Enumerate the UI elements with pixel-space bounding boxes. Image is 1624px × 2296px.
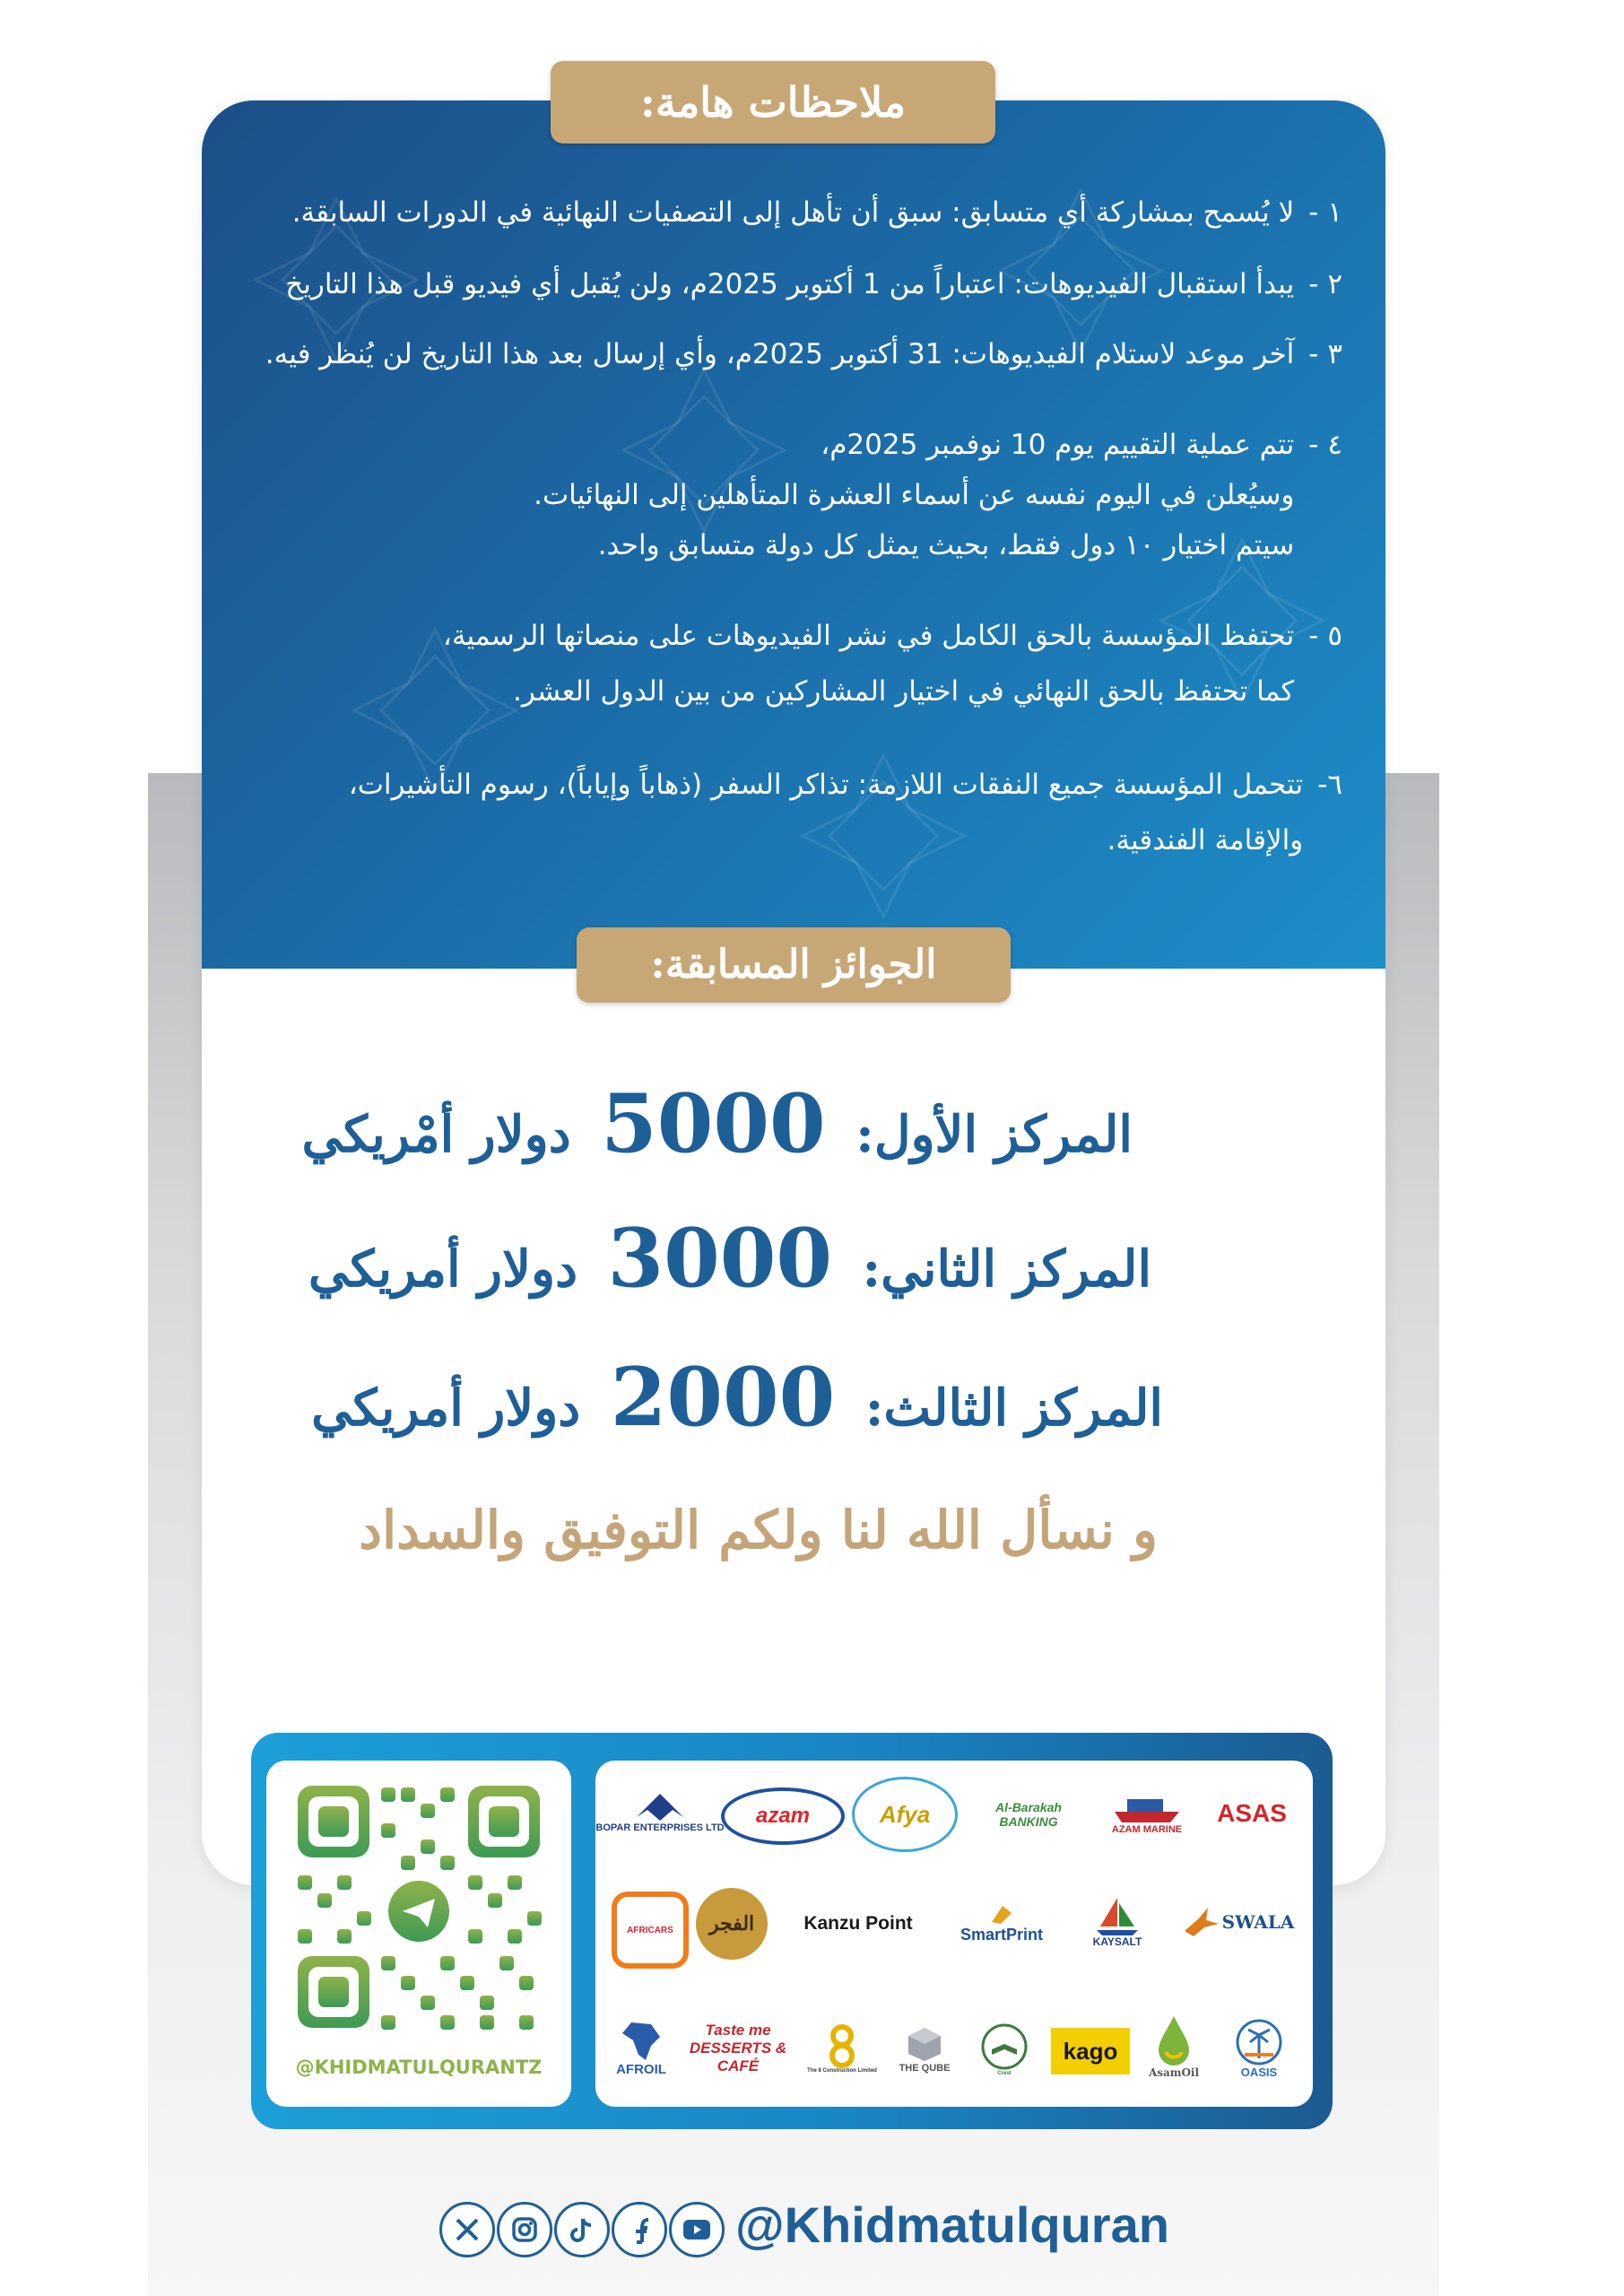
afya-logo: Afya [852,1777,958,1852]
note-line: آخر موعد لاستلام الفيديوهات: 31 أكتوبر 2025م، وأي إرسال بعد هذا التاريخ لن يُنظر فيه. [265,338,1295,370]
note-number: ٦- [1317,769,1342,801]
facebook-icon[interactable] [612,2202,667,2257]
youtube-icon[interactable] [669,2202,725,2257]
prize-currency: دولار أمريكي [308,1239,578,1299]
note-item [213,608,1342,719]
afroil-logo: AFROIL [606,2008,676,2087]
bopar-logo: BOPAR ENTERPRISES LTD [612,1780,708,1843]
asamoil-logo: AsamOil [1141,2003,1207,2089]
notes-list [213,188,1342,868]
prize-amount: 3000 [607,1211,833,1306]
swala-logo: SWALA [1175,1895,1300,1949]
asas-logo: ASAS [1217,1799,1287,1827]
alfajr-logo: الفجر [696,1888,768,1960]
taste-me-logo: Taste me DESSERTS & CAFÉ [689,2022,787,2074]
prize-currency: دولار أمْريكي [301,1105,571,1164]
africa-icon [619,2019,664,2062]
note-item [213,330,1342,378]
qr-card [266,1761,571,2107]
book-crest-icon [980,2022,1029,2071]
note-line: والإقامة الفندقية. [1107,824,1304,857]
the-qube-logo: THE QUBE [888,2013,961,2085]
prize-label: المركز الثاني: [862,1239,1151,1299]
note-line: تتحمل المؤسسة جميع النفقات اللازمة: تذاكر السفر (ذهاباً وإياباً)، رسوم التأشيرات، [348,769,1304,801]
prize-first [302,1076,1133,1171]
prize-amount: 2000 [610,1350,836,1445]
instagram-icon[interactable] [497,2202,552,2257]
note-line: تتم عملية التقييم يوم 10 نوفمبر 2025م، [821,429,1295,461]
tiktok-icon[interactable] [554,2202,610,2257]
note-line: كما تحتفظ بالحق النهائي في اختيار المشاركين من بين الدول العشر. [512,675,1295,708]
ship-icon [1111,1794,1183,1824]
prize-label: المركز الثالث: [864,1378,1163,1438]
note-line: سيتم اختيار ١٠ دول فقط، بحيث يمثل كل دولة متسابق واحد. [597,529,1295,561]
sailboat-icon [1095,1896,1140,1935]
kaysalt-logo: KAYSALT [1074,1886,1160,1958]
note-item [213,757,1342,868]
note-line: يبدأ استقبال الفيديوهات: اعتباراً من 1 أكتوبر 2025م، ولن يُقبل أي فيديو قبل هذا التاريخ [285,268,1295,300]
oil-drop-icon [1153,2013,1194,2066]
note-number: ١ - [1308,196,1342,229]
figure-eight-icon [827,2023,857,2068]
note-line: لا يُسمح بمشاركة أي متسابق: سبق أن تأهل إلى التصفيات النهائية في الدورات السابقة. [291,196,1295,229]
note-item [213,260,1342,309]
al-barakah-logo: Al-Barakah BANKING [995,1800,1062,1829]
smartprint-logo: SmartPrint [943,1895,1060,1951]
social-handle[interactable]: @Khidmatulquran [735,2196,1169,2253]
note-number: ٥ - [1308,620,1342,652]
note-number: ٤ - [1308,429,1342,461]
note-line: تحتفظ المؤسسة بالحق الكامل في نشر الفيديوهات على منصاتها الرسمية، [442,620,1295,652]
note-item [213,188,1342,237]
cube-icon [906,2025,943,2063]
azam-logo: azam [721,1787,845,1845]
x-icon[interactable] [439,2202,495,2257]
print-icon [988,1902,1015,1926]
notes-title: ملاحظات هامة: [551,61,995,144]
note-item [213,420,1342,570]
oasis-logo: OASIS [1218,2008,1300,2089]
prize-amount: 5000 [601,1076,826,1171]
note-line: وسيُعلن في اليوم نفسه عن أسماء العشرة المتأهلين إلى النهائيات. [534,479,1295,511]
closing-prayer: و نسأل الله لنا ولكم التوفيق والسداد [359,1500,1158,1561]
azam-marine-logo: AZAM MARINE [1103,1787,1191,1841]
note-number: ٢ - [1308,268,1342,300]
prize-second [308,1211,1151,1306]
crest-logo: Crest [967,2013,1042,2085]
prize-third [311,1350,1163,1445]
qr-handle: @KHIDMATULQURANTZ [295,2057,543,2078]
prizes-title: الجوائز المسابقة: [577,927,1011,1003]
palm-tree-icon [1236,2019,1282,2066]
prize-currency: دولار أمريكي [311,1378,581,1438]
note-number: ٣ - [1308,338,1342,370]
prize-label: المركز الأول: [855,1105,1133,1164]
sponsor-logos [595,1761,1313,2107]
antelope-icon [1181,1904,1222,1940]
kago-logo: kago [1051,2028,1130,2074]
qr-code-icon[interactable] [266,1768,571,2055]
africars-logo: AFRICARS [612,1892,689,1969]
eagle-icon [633,1790,687,1822]
kanzu-point-logo: Kanzu Point [803,1913,913,1934]
the-8-construction-logo: The 8 Construction Limited [803,2012,881,2085]
